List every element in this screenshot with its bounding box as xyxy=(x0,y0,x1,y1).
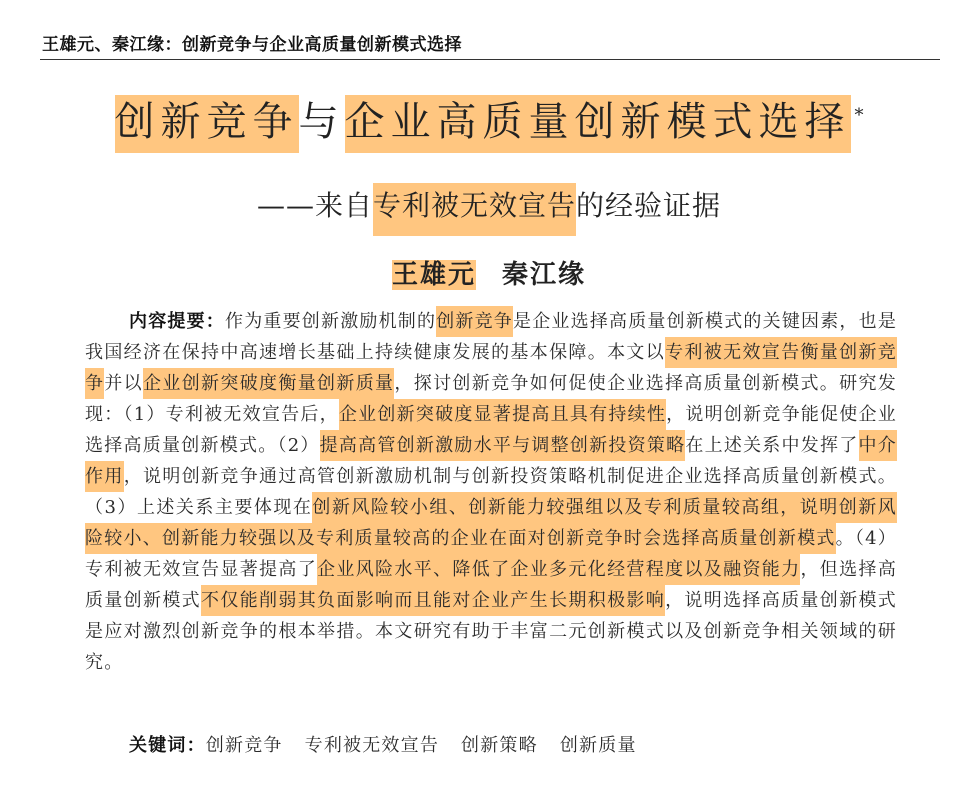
subtitle-prefix: ——来自 xyxy=(256,189,373,222)
title-highlight-1: 创新竞争 xyxy=(115,95,299,153)
subtitle-highlight: 专利被无效宣告 xyxy=(373,183,576,236)
title-connector: 与 xyxy=(298,99,345,145)
keyword: 创新竞争 xyxy=(205,735,283,756)
abstract-text: 作为重要创新激励机制的 xyxy=(225,311,437,332)
authors xyxy=(0,254,978,291)
highlighted-text: 企业创新突破度衡量创新质量 xyxy=(143,368,394,399)
highlighted-text: 企业风险水平、降低了企业多元化经营程度以及融资能力 xyxy=(317,554,800,585)
highlighted-text: 提高高管创新激励水平与调整创新投资策略 xyxy=(320,430,686,461)
subtitle-suffix: 的经验证据 xyxy=(576,189,722,222)
abstract-body xyxy=(85,306,897,673)
highlighted-text: 不仅能削弱其负面影响而且能对企业产生长期积极影响 xyxy=(201,585,665,616)
running-header: 王雄元、秦江缘：创新竞争与企业高质量创新模式选择 xyxy=(42,35,462,55)
abstract-text: 在上述关系中发挥了 xyxy=(685,435,859,456)
keywords-label: 关键词： xyxy=(129,735,206,756)
abstract-text: 是企业选择高质量创新模式的关键因素，也是我国经济在保持中高速增长基础上持续健康发展的基本保障。本文以 xyxy=(85,311,898,363)
abstract-text: ，说明创新竞争能促使企业选择高质量创新模式。（2） xyxy=(85,404,897,456)
abstract-text: ，说明创新竞争通过高管创新激励机制与创新投资策略机制促进企业选择高质量创新模式。（3）上述关系主要体现在 xyxy=(85,466,898,518)
keyword: 创新策略 xyxy=(461,735,538,756)
keyword: 创新质量 xyxy=(559,735,637,756)
highlighted-text: 创新风险较小组、创新能力较强组以及专利质量较高组，说明创新风险较小、创新能力较强以及专利质量较高的企业在面对创新竞争时会选择高质量创新模式 xyxy=(85,492,897,554)
title-footnote-mark[interactable]: * xyxy=(854,104,864,126)
highlighted-text: 企业创新突破度显著提高且具有持续性 xyxy=(339,399,666,430)
title-highlight-2: 企业高质量创新模式选择 xyxy=(345,95,851,153)
author-2: 秦江缘 xyxy=(502,260,587,290)
abstract-label: 内容提要： xyxy=(129,311,225,332)
highlighted-text: 创新竞争 xyxy=(436,306,513,337)
abstract-text: 。（4）专利被无效宣告显著提高了 xyxy=(85,528,897,580)
keyword: 专利被无效宣告 xyxy=(304,735,440,756)
highlighted-text: 专利被无效宣告衡量创新竞争 xyxy=(85,337,897,399)
abstract-text: ，说明选择高质量创新模式是应对激烈创新竞争的根本举措。本文研究有助于丰富二元创新模式以及创新竞争相关领域的研究。 xyxy=(85,590,897,673)
abstract-text: 并以 xyxy=(104,373,144,394)
keywords-line xyxy=(85,731,897,757)
abstract-paragraph xyxy=(85,306,897,678)
abstract-text: ，探讨创新竞争如何促使企业选择高质量创新模式。研究发现：（1）专利被无效宣告后， xyxy=(85,373,897,425)
highlighted-text: 中介作用 xyxy=(85,430,897,492)
author-1: 王雄元 xyxy=(391,260,476,290)
paper-title xyxy=(0,90,978,147)
paper-subtitle xyxy=(0,184,978,224)
header-rule xyxy=(40,59,940,60)
abstract-text: ，但选择高质量创新模式 xyxy=(85,559,898,611)
